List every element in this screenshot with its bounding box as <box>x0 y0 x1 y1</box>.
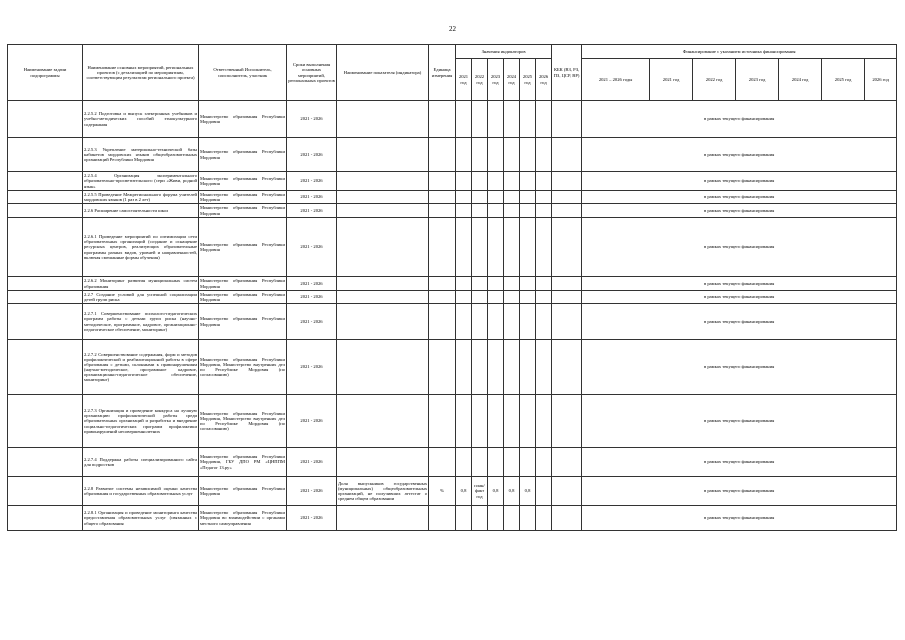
value-cell <box>536 172 552 191</box>
task-cell <box>8 191 83 204</box>
executor-cell: Министерство образования Республики Мордовия, Министерство внутренних дел по Республике Мордовия (по согласованию) <box>199 395 287 448</box>
header-term: Сроки выполнения основных мероприятий, региональных проектов <box>287 45 337 101</box>
kbk-cell <box>552 191 582 204</box>
value-cell <box>472 204 488 218</box>
financing-cell: в рамках текущего финансирования <box>582 506 897 531</box>
task-cell <box>8 448 83 477</box>
financing-cell: в рамках текущего финансирования <box>582 191 897 204</box>
value-cell <box>504 506 520 531</box>
table-row <box>8 277 897 291</box>
value-cell <box>472 304 488 340</box>
value-cell <box>536 191 552 204</box>
task-cell <box>8 395 83 448</box>
value-cell: 0,8 <box>520 477 536 506</box>
executor-cell: Министерство образования Республики Мордовия, ГБУ ДПО РМ «ЦНППМ «Педагог 13.ру» <box>199 448 287 477</box>
value-cell <box>456 191 472 204</box>
value-cell <box>472 101 488 138</box>
executor-cell: Министерство образования Республики Мордовия <box>200 205 285 216</box>
value-cell <box>520 395 536 448</box>
table-row <box>8 138 897 172</box>
task-cell <box>8 506 83 531</box>
task-cell <box>8 477 83 506</box>
value-cell <box>472 277 488 291</box>
financing-cell: в рамках текущего финансирования <box>582 448 897 477</box>
executor-cell: Министерство образования Республики Мордовия <box>199 304 287 340</box>
financing-cell: в рамках текущего финансирования <box>582 204 897 218</box>
unit-cell <box>429 448 456 477</box>
activity-cell: 2.2.8 Развитие системы независимой оценки качества образования и государственных образовательных услуг <box>83 477 199 506</box>
term-cell: 2021 - 2026 <box>287 204 337 218</box>
value-cell <box>536 277 552 291</box>
value-cell <box>504 291 520 304</box>
value-cell <box>488 204 504 218</box>
term-cell: 2021 - 2026 <box>287 172 337 191</box>
header-year: 2026 год <box>536 59 552 101</box>
financing-cell: в рамках текущего финансирования <box>582 304 897 340</box>
value-cell <box>520 218 536 277</box>
value-cell <box>504 218 520 277</box>
value-cell <box>520 204 536 218</box>
value-cell <box>504 204 520 218</box>
task-cell <box>8 204 83 218</box>
executor-cell: Министерство образования Республики Мордовия <box>199 218 287 277</box>
header-fin-year: 2021 год <box>650 59 693 101</box>
financing-cell: в рамках текущего финансирования <box>582 138 897 172</box>
value-cell <box>472 291 488 304</box>
value-cell <box>456 172 472 191</box>
value-cell <box>520 340 536 395</box>
activity-cell: 2.2.8.1 Организация и проведение мониторинга качества предоставления образовательных услуг (связанных с общего образования <box>83 506 199 531</box>
indicator-cell <box>337 191 429 204</box>
header-fin-year: 2026 год <box>865 59 897 101</box>
value-cell <box>488 218 504 277</box>
table-row <box>8 101 897 138</box>
page-number: 22 <box>449 25 456 33</box>
financing-cell: в рамках текущего финансирования <box>582 277 897 291</box>
value-cell: 0,8 <box>504 477 520 506</box>
value-cell <box>504 340 520 395</box>
value-cell <box>456 448 472 477</box>
task-cell <box>8 277 83 291</box>
task-cell <box>8 291 83 304</box>
value-cell: план/факт год <box>472 477 488 506</box>
value-cell <box>488 448 504 477</box>
value-cell <box>456 506 472 531</box>
kbk-cell <box>552 506 582 531</box>
value-cell <box>456 340 472 395</box>
kbk-cell <box>552 204 582 218</box>
term-cell: 2021 - 2026 <box>287 395 337 448</box>
indicator-cell <box>337 101 429 138</box>
unit-cell <box>429 291 456 304</box>
financing-cell: в рамках текущего финансирования <box>582 172 897 191</box>
term-cell: 2021 - 2026 <box>287 340 337 395</box>
header-fin-year: 2023 год <box>736 59 779 101</box>
table-row <box>8 448 897 477</box>
value-cell <box>488 506 504 531</box>
table-row <box>8 304 897 340</box>
task-cell <box>8 304 83 340</box>
task-cell <box>8 340 83 395</box>
value-cell <box>472 340 488 395</box>
indicator-cell <box>337 172 429 191</box>
indicator-cell <box>337 277 429 291</box>
value-cell <box>520 138 536 172</box>
activity-cell: 2.2.6.1 Проведение мероприятий по оптимизации сети образовательных организаций (создание и оснащение ресурсных центров, реализующих образовательные программы разных видов, уровней и направленностей, включая смешанные формы обучения) <box>83 218 199 277</box>
unit-cell <box>429 395 456 448</box>
header-fin-year: 2025 год <box>822 59 865 101</box>
activity-cell: 2.2.7.1 Совершенствование психолого-педагогических программ работы с детьми групп риска (научно-методическое, программное, кадровое, организационно-педагогическое обеспечение, мониторинг) <box>83 304 199 340</box>
unit-cell <box>429 340 456 395</box>
header-values-group: Значения индикаторов <box>456 45 552 59</box>
task-cell <box>8 138 83 172</box>
indicator-cell <box>337 291 429 304</box>
value-cell <box>456 138 472 172</box>
activity-cell: 2.2.5.5 Проведение Межрегионального форума учителей мордовских языков (1 раз в 2 лет) <box>84 191 197 202</box>
term-cell: 2021 - 2026 <box>287 277 337 291</box>
value-cell <box>504 448 520 477</box>
financing-cell: в рамках текущего финансирования <box>582 218 897 277</box>
value-cell <box>456 304 472 340</box>
header-fin-group: Финансирование с указанием источника финансирования <box>582 45 897 59</box>
header-unit: Единица измерения <box>429 45 456 101</box>
value-cell <box>520 191 536 204</box>
term-cell: 2021 - 2026 <box>287 138 337 172</box>
unit-cell <box>429 138 456 172</box>
term-cell: 2021 - 2026 <box>287 101 337 138</box>
header-activity: Наименование основных мероприятий, региональных проектов (с детализацией по мероприятиям, соответствующим результатам регионального проекта) <box>83 45 199 101</box>
value-cell <box>488 304 504 340</box>
task-cell <box>8 101 83 138</box>
financing-cell: в рамках текущего финансирования <box>582 101 897 138</box>
unit-cell <box>429 304 456 340</box>
table-row <box>8 291 897 304</box>
value-cell <box>536 448 552 477</box>
value-cell <box>536 291 552 304</box>
executor-cell: Министерство образования Республики Мордовия во взаимодействии с органами местного самоуправления <box>199 506 287 531</box>
table-row <box>8 204 897 218</box>
kbk-cell <box>552 172 582 191</box>
value-cell <box>456 218 472 277</box>
activity-cell: 2.2.6.2 Мониторинг развития муниципальных систем образования <box>84 278 197 289</box>
value-cell: 0,8 <box>456 477 472 506</box>
indicator-cell <box>337 138 429 172</box>
executor-cell: Министерство образования Республики Мордовия <box>199 138 287 172</box>
value-cell <box>520 448 536 477</box>
value-cell <box>472 218 488 277</box>
table-row <box>8 506 897 531</box>
value-cell <box>456 204 472 218</box>
activity-cell: 2.2.7.2 Совершенствование содержания, форм и методов профилактической и реабилитационной работы в сфере образования с детьми, склонными к правонарушениям (научно-методическое, программное кадровое, организационно-педагогическое обеспечение, мониторинг) <box>83 340 199 395</box>
term-cell: 2021 - 2026 <box>287 291 337 304</box>
value-cell <box>472 172 488 191</box>
value-cell <box>456 277 472 291</box>
value-cell <box>488 291 504 304</box>
value-cell <box>504 172 520 191</box>
term-cell: 2021 - 2026 <box>287 477 337 506</box>
value-cell <box>472 191 488 204</box>
executor-cell: Министерство образования Республики Мордовия <box>200 278 285 289</box>
header-year: 2024 год <box>504 59 520 101</box>
kbk-cell <box>552 477 582 506</box>
value-cell <box>504 277 520 291</box>
term-cell: 2021 - 2026 <box>287 448 337 477</box>
executor-cell: Министерство образования Республики Мордовия <box>200 191 285 202</box>
kbk-cell <box>552 138 582 172</box>
activity-cell: 2.2.7 Создание условий для успешной социализации детей групп риска <box>84 291 197 302</box>
value-cell <box>504 191 520 204</box>
financing-cell: в рамках текущего финансирования <box>582 477 897 506</box>
unit-cell <box>429 191 456 204</box>
value-cell <box>488 101 504 138</box>
term-cell: 2021 - 2026 <box>287 304 337 340</box>
term-cell: 2021 - 2026 <box>287 506 337 531</box>
value-cell <box>472 395 488 448</box>
table-row <box>8 218 897 277</box>
value-cell <box>488 138 504 172</box>
value-cell <box>504 101 520 138</box>
kbk-cell <box>552 304 582 340</box>
table-row <box>8 395 897 448</box>
activity-cell: 2.2.7.3 Организация и проведение конкурса на лучшую организацию профилактической работы среди образовательных организаций и разработка и внедрение социально-педагогических программ профилактики правонарушений несовершеннолетних <box>83 395 199 448</box>
value-cell <box>504 395 520 448</box>
value-cell <box>536 101 552 138</box>
kbk-cell <box>552 277 582 291</box>
kbk-cell <box>552 291 582 304</box>
financing-cell: в рамках текущего финансирования <box>582 395 897 448</box>
table-row <box>8 172 897 191</box>
header-fin-year: 2022 год <box>693 59 736 101</box>
unit-cell <box>429 506 456 531</box>
executor-cell: Министерство образования Республики Мордовия <box>199 172 287 191</box>
indicator-cell <box>337 204 429 218</box>
value-cell <box>488 172 504 191</box>
value-cell <box>520 172 536 191</box>
header-executor: Ответственный Исполнитель, соисполнитель, участник <box>199 45 287 101</box>
header-fin-year: 2021 – 2026 годы <box>582 59 650 101</box>
indicator-cell <box>337 506 429 531</box>
value-cell <box>456 291 472 304</box>
value-cell <box>536 218 552 277</box>
term-cell: 2021 - 2026 <box>287 191 337 204</box>
unit-cell <box>429 172 456 191</box>
activity-cell: 2.2.6 Расширение самостоятельности школ <box>83 204 199 218</box>
value-cell <box>472 506 488 531</box>
value-cell: 0,8 <box>488 477 504 506</box>
value-cell <box>488 395 504 448</box>
unit-cell: % <box>429 477 456 506</box>
value-cell <box>520 304 536 340</box>
executor-cell: Министерство образования Республики Мордовия <box>199 101 287 138</box>
task-cell <box>8 218 83 277</box>
indicator-cell <box>337 340 429 395</box>
unit-cell <box>429 204 456 218</box>
value-cell <box>488 340 504 395</box>
indicator-cell <box>337 304 429 340</box>
value-cell <box>520 277 536 291</box>
indicator-cell: Доля выпускников государственных (муниципальных) общеобразовательных организаций, не получивших аттестат о среднем общем образовании <box>337 477 429 506</box>
value-cell <box>536 204 552 218</box>
header-task: Наименование задачи подпрограммы <box>8 45 83 101</box>
executor-cell: Министерство образования Республики Мордовия <box>199 477 287 506</box>
program-table <box>7 44 897 531</box>
kbk-cell <box>552 448 582 477</box>
indicator-cell <box>337 448 429 477</box>
value-cell <box>504 304 520 340</box>
header-indicator: Наименование показателя (индикатора) <box>337 45 429 101</box>
table-row <box>8 477 897 506</box>
activity-cell: 2.2.7.4 Поддержка работы специализированного сайта для подростков <box>83 448 199 477</box>
financing-cell: в рамках текущего финансирования <box>582 291 897 304</box>
value-cell <box>456 395 472 448</box>
value-cell <box>472 448 488 477</box>
unit-cell <box>429 101 456 138</box>
value-cell <box>456 101 472 138</box>
term-cell: 2021 - 2026 <box>287 218 337 277</box>
indicator-cell <box>337 218 429 277</box>
header-kbk: КБК (ВЗ, РЗ, ПЗ, ЦСР, ВР) <box>552 45 582 101</box>
activity-cell: 2.2.5.3 Укрепление материально-технической базы кабинетов мордовских языков общеобразовательных организаций Республики Мордовия <box>83 138 199 172</box>
kbk-cell <box>552 395 582 448</box>
header-year: 2022 год <box>472 59 488 101</box>
value-cell <box>536 340 552 395</box>
header-year: 2025 год <box>520 59 536 101</box>
value-cell <box>536 138 552 172</box>
kbk-cell <box>552 340 582 395</box>
value-cell <box>488 277 504 291</box>
value-cell <box>536 506 552 531</box>
header-year: 2021 год <box>456 59 472 101</box>
unit-cell <box>429 277 456 291</box>
value-cell <box>520 291 536 304</box>
kbk-cell <box>552 101 582 138</box>
indicator-cell <box>337 395 429 448</box>
activity-cell: 2.2.5.4 Организация экспериментального образовательно-просветительского (сери «Живи, родной язык» <box>84 173 197 189</box>
executor-cell: Министерство образования Республики Мордовия, Министерство внутренних дел по Республике Мордовия (по согласованию) <box>199 340 287 395</box>
table-row <box>8 340 897 395</box>
header-fin-year: 2024 год <box>779 59 822 101</box>
activity-cell: 2.2.5.2 Подготовка и выпуск электронных учебников и учебно-методических пособий этнокультурного содержания <box>83 101 199 138</box>
financing-cell: в рамках текущего финансирования <box>582 340 897 395</box>
table-row <box>8 191 897 204</box>
header-year: 2023 год <box>488 59 504 101</box>
value-cell <box>504 138 520 172</box>
value-cell <box>520 506 536 531</box>
value-cell <box>488 191 504 204</box>
value-cell <box>536 304 552 340</box>
value-cell <box>520 101 536 138</box>
unit-cell <box>429 218 456 277</box>
executor-cell: Министерство образования Республики Мордовия <box>200 291 285 302</box>
value-cell <box>536 395 552 448</box>
task-cell <box>8 172 83 191</box>
value-cell <box>472 138 488 172</box>
value-cell <box>536 477 552 506</box>
kbk-cell <box>552 218 582 277</box>
